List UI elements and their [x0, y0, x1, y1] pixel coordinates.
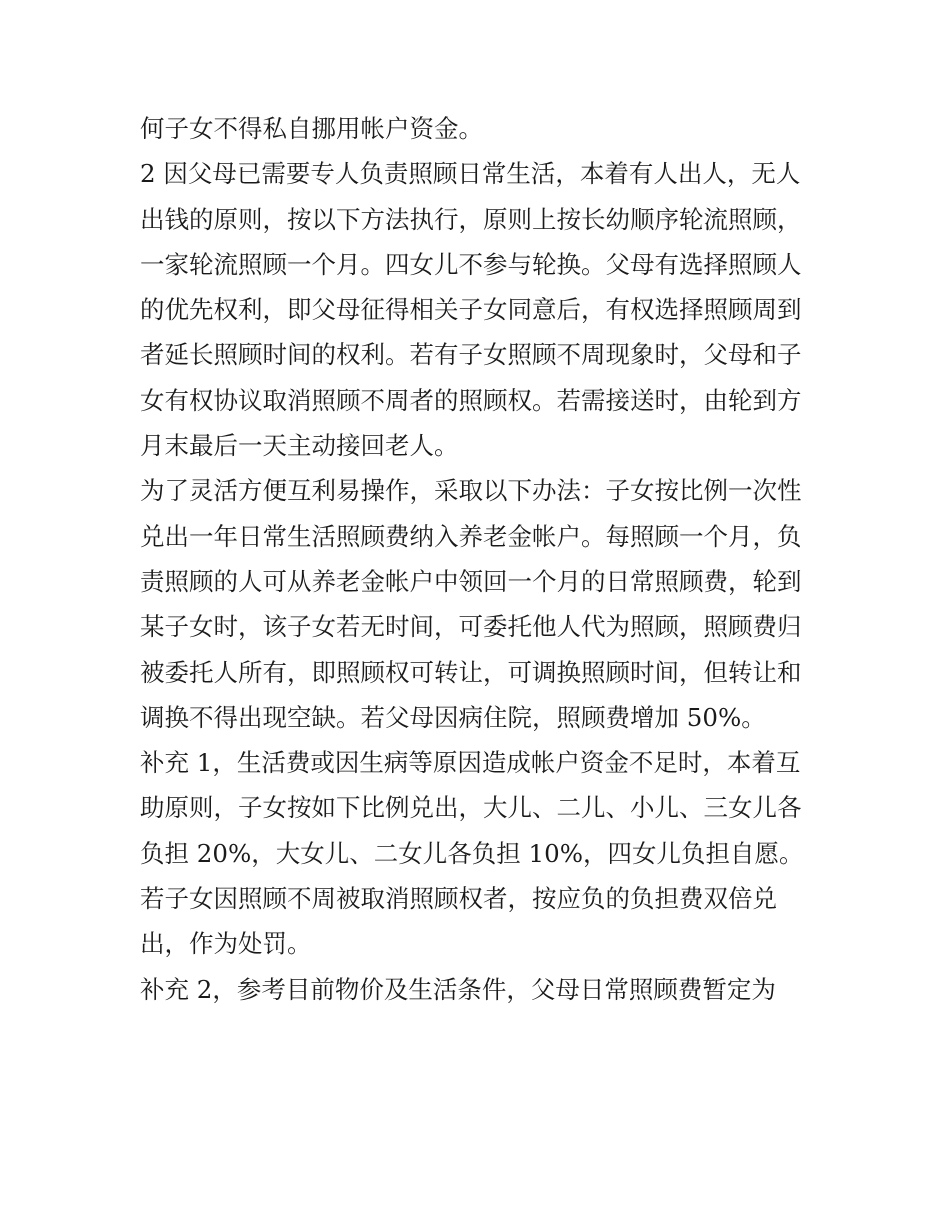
text-line: 负担 20%，大女儿、二女儿各负担 10%，四女儿负担自愿。 [140, 838, 804, 868]
text-line: 被委托人所有，即照顾权可转让，可调换照顾时间，但转让和 [140, 657, 802, 687]
text-line: 何子女不得私自挪用帐户资金。 [140, 114, 483, 143]
text-line: 月末最后一天主动接回老人。 [140, 431, 459, 461]
text-line: 责照顾的人可从养老金帐户中领回一个月的日常照顾费，轮到 [140, 566, 802, 596]
text-line: 2 因父母已需要专人负责照顾日常生活，本着有人出人，无人 [140, 159, 801, 189]
text-line: 一家轮流照顾一个月。四女儿不参与轮换。父母有选择照顾人 [140, 249, 802, 279]
text-line: 补充 2，参考目前物价及生活条件，父母日常照顾费暂定为 [140, 974, 776, 1004]
text-line: 为了灵活方便互利易操作，采取以下办法：子女按比例一次性 [140, 476, 802, 506]
text-line: 补充 1，生活费或因生病等原因造成帐户资金不足时，本着互 [140, 748, 801, 778]
text-line: 女有权协议取消照顾不周者的照顾权。若需接送时，由轮到方 [140, 385, 802, 415]
text-line: 若子女因照顾不周被取消照顾权者，按应负的负担费双倍兑 [140, 884, 777, 914]
text-line: 调换不得出现空缺。若父母因病住院，照顾费增加 50%。 [140, 702, 766, 732]
text-line: 出，作为处罚。 [140, 929, 312, 959]
text-line: 某子女时，该子女若无时间，可委托他人代为照顾，照顾费归 [140, 612, 802, 642]
text-line: 兑出一年日常生活照顾费纳入养老金帐户。每照顾一个月，负 [140, 521, 802, 551]
text-line: 助原则，子女按如下比例兑出，大儿、二儿、小儿、三女儿各 [140, 793, 802, 823]
document-body [140, 106, 820, 1012]
text-line: 出钱的原则，按以下方法执行，原则上按长幼顺序轮流照顾， [140, 204, 802, 234]
text-line: 的优先权利，即父母征得相关子女同意后，有权选择照顾周到 [140, 295, 802, 325]
text-line: 者延长照顾时间的权利。若有子女照顾不周现象时，父母和子 [140, 340, 802, 370]
